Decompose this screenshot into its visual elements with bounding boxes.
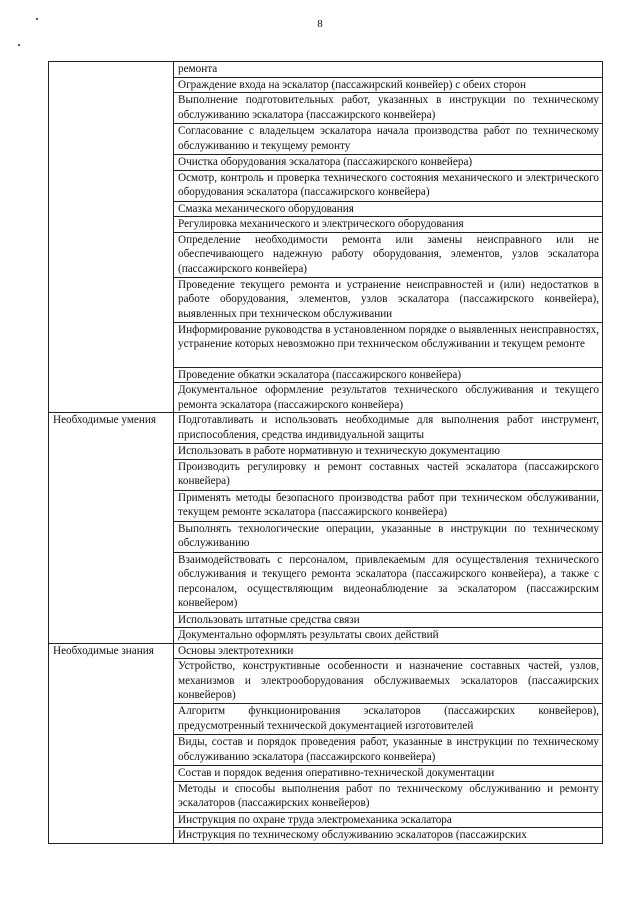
table-cell: Определение необходимости ремонта или замены неисправного или не обеспечивающего надежную работу оборудования, элементов, узлов эскалатора (пассажирского конвейера) <box>174 232 603 277</box>
table-cell: Взаимодействовать с персоналом, привлекаемым для осуществления технического обслуживания и текущего ремонта эскалатора (пассажирского конвейера), а также с персоналом, осуществляющим видеонаблюдение за эскалатором (пассажирским конвейером) <box>174 552 603 612</box>
table-cell: Осмотр, контроль и проверка технического состояния механического и электрического оборудования эскалатора (пассажирского конвейера) <box>174 170 603 201</box>
table-cell: Основы электротехники <box>174 643 603 659</box>
scan-speck <box>36 18 38 20</box>
table-row <box>49 62 603 78</box>
table-cell: Выполнение подготовительных работ, указанных в инструкции по техническому обслуживанию эскалатора (пассажирского конвейера) <box>174 93 603 124</box>
table-cell: Подготавливать и использовать необходимые для выполнения работ инструмент, приспособления, средства индивидуальной защиты <box>174 413 603 444</box>
table-cell: Документальное оформление результатов технического обслуживания и текущего ремонта эскалатора (пассажирского конвейера) <box>174 383 603 413</box>
table-cell: Инструкция по техническому обслуживанию эскалаторов (пассажирских <box>174 828 603 844</box>
required-skills-section <box>49 413 603 644</box>
table-cell: Смазка механического оборудования <box>174 201 603 217</box>
table-cell: Документально оформлять результаты своих действий <box>174 628 603 644</box>
job-functions-table <box>48 61 603 844</box>
table-cell: Очистка оборудования эскалатора (пассажирского конвейера) <box>174 155 603 171</box>
table-cell: ремонта <box>174 62 603 78</box>
table-cell: Проведение текущего ремонта и устранение неисправностей и (или) недостатков в работе оборудования, элементов, узлов эскалатора (пассажирского конвейера), выявленных при техническом обслуживании <box>174 277 603 322</box>
table-cell: Информирование руководства в установленном порядке о выявленных неисправностях, устранение которых невозможно при техническом обслуживании и текущем ремонте <box>174 322 603 367</box>
labor-actions-section <box>49 62 603 413</box>
table-cell: Применять методы безопасного производства работ при техническом обслуживании, текущем ремонте эскалатора (пассажирского конвейера) <box>174 490 603 521</box>
table-row <box>49 413 603 444</box>
table-cell: Использовать штатные средства связи <box>174 612 603 628</box>
section-label <box>49 62 174 413</box>
table-cell: Инструкция по охране труда электромеханика эскалатора <box>174 812 603 828</box>
required-knowledge-section <box>49 643 603 843</box>
table-cell: Ограждение входа на эскалатор (пассажирский конвейер) с обеих сторон <box>174 77 603 93</box>
section-label: Необходимые умения <box>49 413 174 644</box>
page-number: 8 <box>317 18 323 30</box>
table-cell: Виды, состав и порядок проведения работ, указанные в инструкции по техническому обслуживанию эскалатора (пассажирского конвейера) <box>174 735 603 766</box>
table-cell: Устройство, конструктивные особенности и назначение составных частей, узлов, механизмов и электрооборудования обслуживаемых эскалаторов (пассажирских конвейеров) <box>174 659 603 704</box>
table-cell: Методы и способы выполнения работ по техническому обслуживанию и ремонту эскалаторов (пассажирских конвейеров) <box>174 781 603 812</box>
table-cell: Производить регулировку и ремонт составных частей эскалатора (пассажирского конвейера) <box>174 459 603 490</box>
table-cell: Алгоритм функционирования эскалаторов (пассажирских конвейеров), предусмотренный технической документацией изготовителей <box>174 704 603 735</box>
table-cell: Выполнять технологические операции, указанные в инструкции по техническому обслуживанию <box>174 521 603 552</box>
table-cell: Согласование с владельцем эскалатора начала производства работ по техническому обслуживанию и текущему ремонту <box>174 124 603 155</box>
scan-speck <box>18 44 20 46</box>
table-cell: Использовать в работе нормативную и техническую документацию <box>174 444 603 460</box>
table-cell: Состав и порядок ведения оперативно-технической документации <box>174 766 603 782</box>
table-cell: Проведение обкатки эскалатора (пассажирского конвейера) <box>174 367 603 383</box>
table-cell: Регулировка механического и электрического оборудования <box>174 217 603 233</box>
section-label: Необходимые знания <box>49 643 174 843</box>
table-row <box>49 643 603 659</box>
